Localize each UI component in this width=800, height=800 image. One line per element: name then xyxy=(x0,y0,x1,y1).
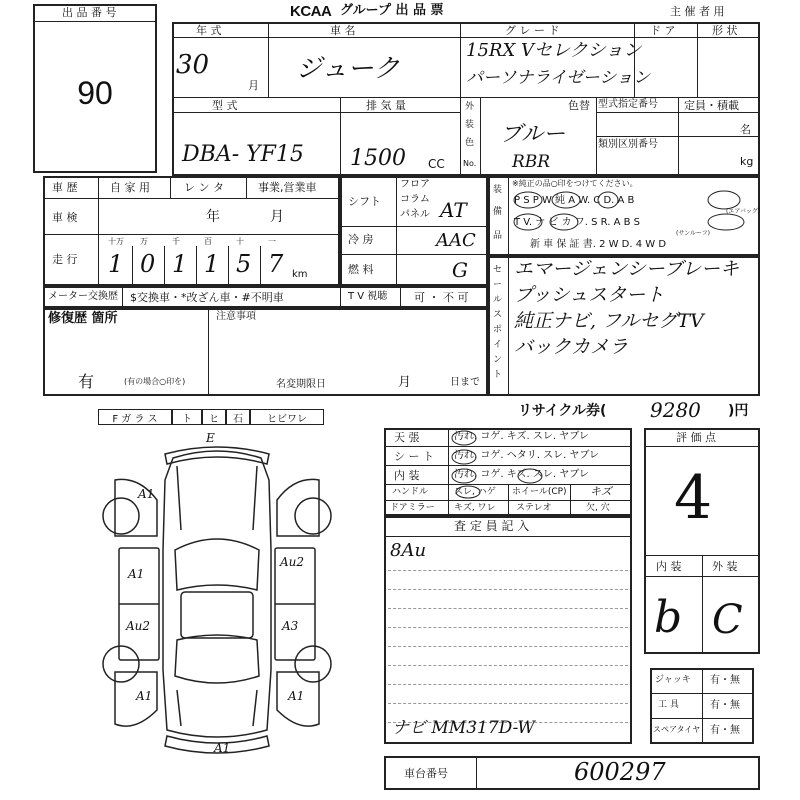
shift-option-column: コラム xyxy=(400,194,430,205)
glass-label: F ガ ラ ス xyxy=(98,409,172,425)
repair-value: 有 xyxy=(78,372,95,391)
interior-rating-value: b xyxy=(654,592,683,643)
name-value: ジューク xyxy=(296,54,400,84)
chassis-value: 600297 xyxy=(574,758,666,786)
sales-points-label-char: ポ xyxy=(493,325,503,335)
mileage-place-label: 百 xyxy=(204,237,212,246)
mileage-digit: 1 xyxy=(108,250,124,278)
glass-option-1: ト xyxy=(172,409,202,425)
deadline-day: 日まで xyxy=(450,377,480,388)
rating-label: 評 価 点 xyxy=(676,431,716,444)
shift-value: AT xyxy=(440,198,467,222)
accessory-spare-options: 有・無 xyxy=(710,725,740,736)
damage-mark-right-door-front: Au2 xyxy=(280,555,305,569)
handle-options: スレ, ハゲ xyxy=(454,487,496,497)
sales-points-label-char: セ xyxy=(493,265,503,275)
year-label: 年 式 xyxy=(196,24,222,37)
glass-annotation: E xyxy=(206,431,215,445)
equipment-row3: 新 車 保 証 書. 2 W D. 4 W D xyxy=(530,239,667,250)
equipment-row1: P S P W 純 A W. C D. A B xyxy=(514,195,635,206)
condition-options-interior: 汚れ. コゲ. キズ. スレ. ヤブレ xyxy=(454,469,589,480)
sales-point-2: プッシュスタート xyxy=(514,284,665,306)
color-label-char-4: No. xyxy=(463,159,477,168)
condition-circle-marks xyxy=(384,428,632,516)
stereo-options: 欠, 穴 xyxy=(586,503,610,513)
condition-options-seat: 汚れ. コゲ. ヘタリ. スレ. ヤブレ xyxy=(454,450,600,461)
condition-label-seat: シ ー ト xyxy=(394,450,434,463)
recycle-label: リサイクル券( xyxy=(518,403,607,419)
shift-label: シフト xyxy=(348,195,381,208)
tv-options: 可 ・ 不 可 xyxy=(414,291,469,304)
repair-label: 修復歴 箇所 xyxy=(48,311,118,326)
displacement-label: 排 気 量 xyxy=(366,99,406,112)
sales-points-label-char: ト xyxy=(493,370,503,380)
wheel-mark: キズ xyxy=(590,485,612,498)
sales-points-label-char: ン xyxy=(493,355,503,365)
mileage-digit: 1 xyxy=(204,250,220,278)
inspector-line-1: 8Au xyxy=(390,540,427,561)
mirror-label: ドアミラー xyxy=(390,503,435,513)
sales-point-4: バックカメラ xyxy=(514,336,629,358)
shift-option-panel: パネル xyxy=(400,209,430,220)
sponsor-label: 主 催 者 用 xyxy=(670,5,725,18)
color-label-char-3: 色 xyxy=(465,138,475,148)
wheel-label: ホイール(CP) xyxy=(512,487,567,497)
grade-label: グ レ ー ド xyxy=(505,24,560,37)
displacement-unit: CC xyxy=(428,157,445,171)
color-label-char-2: 装 xyxy=(465,120,475,130)
color-value: ブルー xyxy=(500,122,566,147)
mileage-place-label: 十万 xyxy=(108,237,124,246)
inspector-line-last: ナビ MM317D-W xyxy=(392,718,535,738)
mileage-digit: 5 xyxy=(236,250,252,278)
mileage-digit: 0 xyxy=(140,250,156,278)
header-title: グループ 出 品 票 xyxy=(340,3,444,18)
grade-line1: 15RX Vセレクション xyxy=(466,40,642,61)
notes-label: 注意事項 xyxy=(216,311,256,322)
class-number-label: 類別区別番号 xyxy=(598,139,658,150)
stereo-label: ステレオ xyxy=(516,503,552,513)
year-month-unit: 月 xyxy=(248,79,259,92)
mileage-place-label: 十 xyxy=(236,237,244,246)
name-label: 車 名 xyxy=(330,24,356,37)
meter-label: メーター交換歴 xyxy=(48,291,118,302)
exterior-rating-label: 外 装 xyxy=(712,560,738,573)
equipment-circle-marks xyxy=(488,176,760,256)
equipment-label-char-3: 品 xyxy=(493,231,503,241)
handle-label: ハンドル xyxy=(392,487,429,497)
accessory-tools-label: 工 具 xyxy=(658,700,679,710)
accessory-jack-options: 有・無 xyxy=(710,675,740,686)
sales-points-label-char: イ xyxy=(493,340,503,350)
capacity-unit-persons: 名 xyxy=(740,123,751,136)
equipment-label-char-1: 装 xyxy=(493,185,503,195)
fuel-value: G xyxy=(452,258,468,282)
accessory-jack-label: ジャッキ xyxy=(655,675,691,685)
damage-mark-front-left: A1 xyxy=(138,487,155,501)
inspection-year: 年 xyxy=(206,209,220,225)
accessory-tools-options: 有・無 xyxy=(710,700,740,711)
condition-label-interior: 内 装 xyxy=(394,469,420,482)
mileage-digit: 7 xyxy=(268,250,284,278)
grade-line2: パーソナライゼーション xyxy=(466,68,650,88)
glass-option-3: 石 xyxy=(226,409,250,425)
equipment-sunroof-note: (サンルーフ) xyxy=(676,230,710,237)
inspector-label: 査 定 員 記 入 xyxy=(454,519,530,533)
equipment-header: ※純正の品○印をつけてください。 xyxy=(512,179,638,188)
lot-number-value: 90 xyxy=(77,75,113,111)
mirror-options: キズ, ワレ xyxy=(454,503,496,513)
meter-options: $交換車・*改ざん車・#不明車 xyxy=(130,291,284,304)
condition-options-ceiling: 汚れ. コゲ. キズ. スレ. ヤブレ xyxy=(454,431,589,442)
damage-mark-left-door-rear: Au2 xyxy=(126,619,151,633)
accessory-spare-label: スペアタイヤ xyxy=(653,725,701,734)
shift-option-floor: フロア xyxy=(400,179,430,190)
mileage-place-label: 一 xyxy=(268,237,276,246)
equipment-label-char-2: 備 xyxy=(493,207,503,217)
aircon-label: 冷 房 xyxy=(348,233,374,246)
inspection-label: 車 検 xyxy=(52,211,78,224)
mileage-unit: km xyxy=(292,269,308,280)
damage-mark-rear-left: A1 xyxy=(136,689,153,703)
exterior-rating-value: C xyxy=(712,597,743,643)
model-value: DBA- YF15 xyxy=(182,142,304,167)
door-label: ド ア xyxy=(650,24,676,37)
capacity-unit-kg: kg xyxy=(740,155,754,168)
glass-option-2: ヒ xyxy=(202,409,226,425)
type-spec-label: 型式指定番号 xyxy=(598,99,658,110)
history-label: 車 歴 xyxy=(52,181,78,194)
chassis-label: 車台番号 xyxy=(404,767,448,780)
sales-points-label-char: ー xyxy=(493,280,503,290)
history-option-business: 事業,営業車 xyxy=(258,181,317,194)
mileage-label: 走 行 xyxy=(52,253,78,266)
equipment-row2: T V. ナ ビ カ ワ. S R. A B S xyxy=(514,217,640,228)
header-logo: KCAA xyxy=(290,3,332,20)
mileage-digit: 1 xyxy=(172,250,188,278)
sales-point-3: 純正ナビ, フルセグTV xyxy=(514,310,704,332)
car-diagram xyxy=(95,440,340,760)
interior-rating-label: 内 装 xyxy=(656,560,682,573)
deadline-label: 名変期限日 xyxy=(276,379,326,390)
fuel-label: 燃 料 xyxy=(348,263,374,276)
capacity-label: 定員・積載 xyxy=(684,99,739,112)
year-value: 30 xyxy=(176,50,210,80)
damage-mark-right-door-rear: A3 xyxy=(282,619,299,633)
sales-point-1: エマージェンシーブレーキ xyxy=(514,258,740,280)
sales-points-label-char: ス xyxy=(493,310,503,320)
color-label-char-1: 外 xyxy=(465,102,475,112)
rating-value: 4 xyxy=(674,463,713,533)
sales-points-label-char: ル xyxy=(493,295,503,305)
history-option-private: 自 家 用 xyxy=(110,181,150,194)
color-change-label: 色替 xyxy=(568,99,590,112)
equipment-airbag-note: (エアバッグ) xyxy=(726,208,761,215)
recycle-unit: )円 xyxy=(728,403,749,419)
glass-option-4: ヒビワレ xyxy=(250,409,324,425)
recycle-value: 9280 xyxy=(650,398,701,422)
aircon-value: AAC xyxy=(436,230,476,251)
lot-number-label: 出 品 番 号 xyxy=(62,6,117,19)
mileage-place-label: 万 xyxy=(140,237,148,246)
tv-label: T V 視聴 xyxy=(348,291,388,302)
displacement-value: 1500 xyxy=(350,146,406,171)
deadline-month: 月 xyxy=(398,375,412,390)
condition-label-ceiling: 天 張 xyxy=(394,431,420,444)
inspection-month: 月 xyxy=(270,209,284,225)
damage-mark-rear-right: A1 xyxy=(288,689,305,703)
mileage-place-label: 千 xyxy=(172,237,180,246)
shape-label: 形 状 xyxy=(712,24,738,37)
damage-mark-rear-bumper: A1 xyxy=(214,741,231,755)
repair-note: (有の場合○印を) xyxy=(124,377,186,386)
model-label: 型 式 xyxy=(212,99,238,112)
color-number: RBR xyxy=(512,152,551,172)
damage-mark-left-door-front: A1 xyxy=(128,567,145,581)
history-option-rental: レ ン タ xyxy=(184,181,224,194)
